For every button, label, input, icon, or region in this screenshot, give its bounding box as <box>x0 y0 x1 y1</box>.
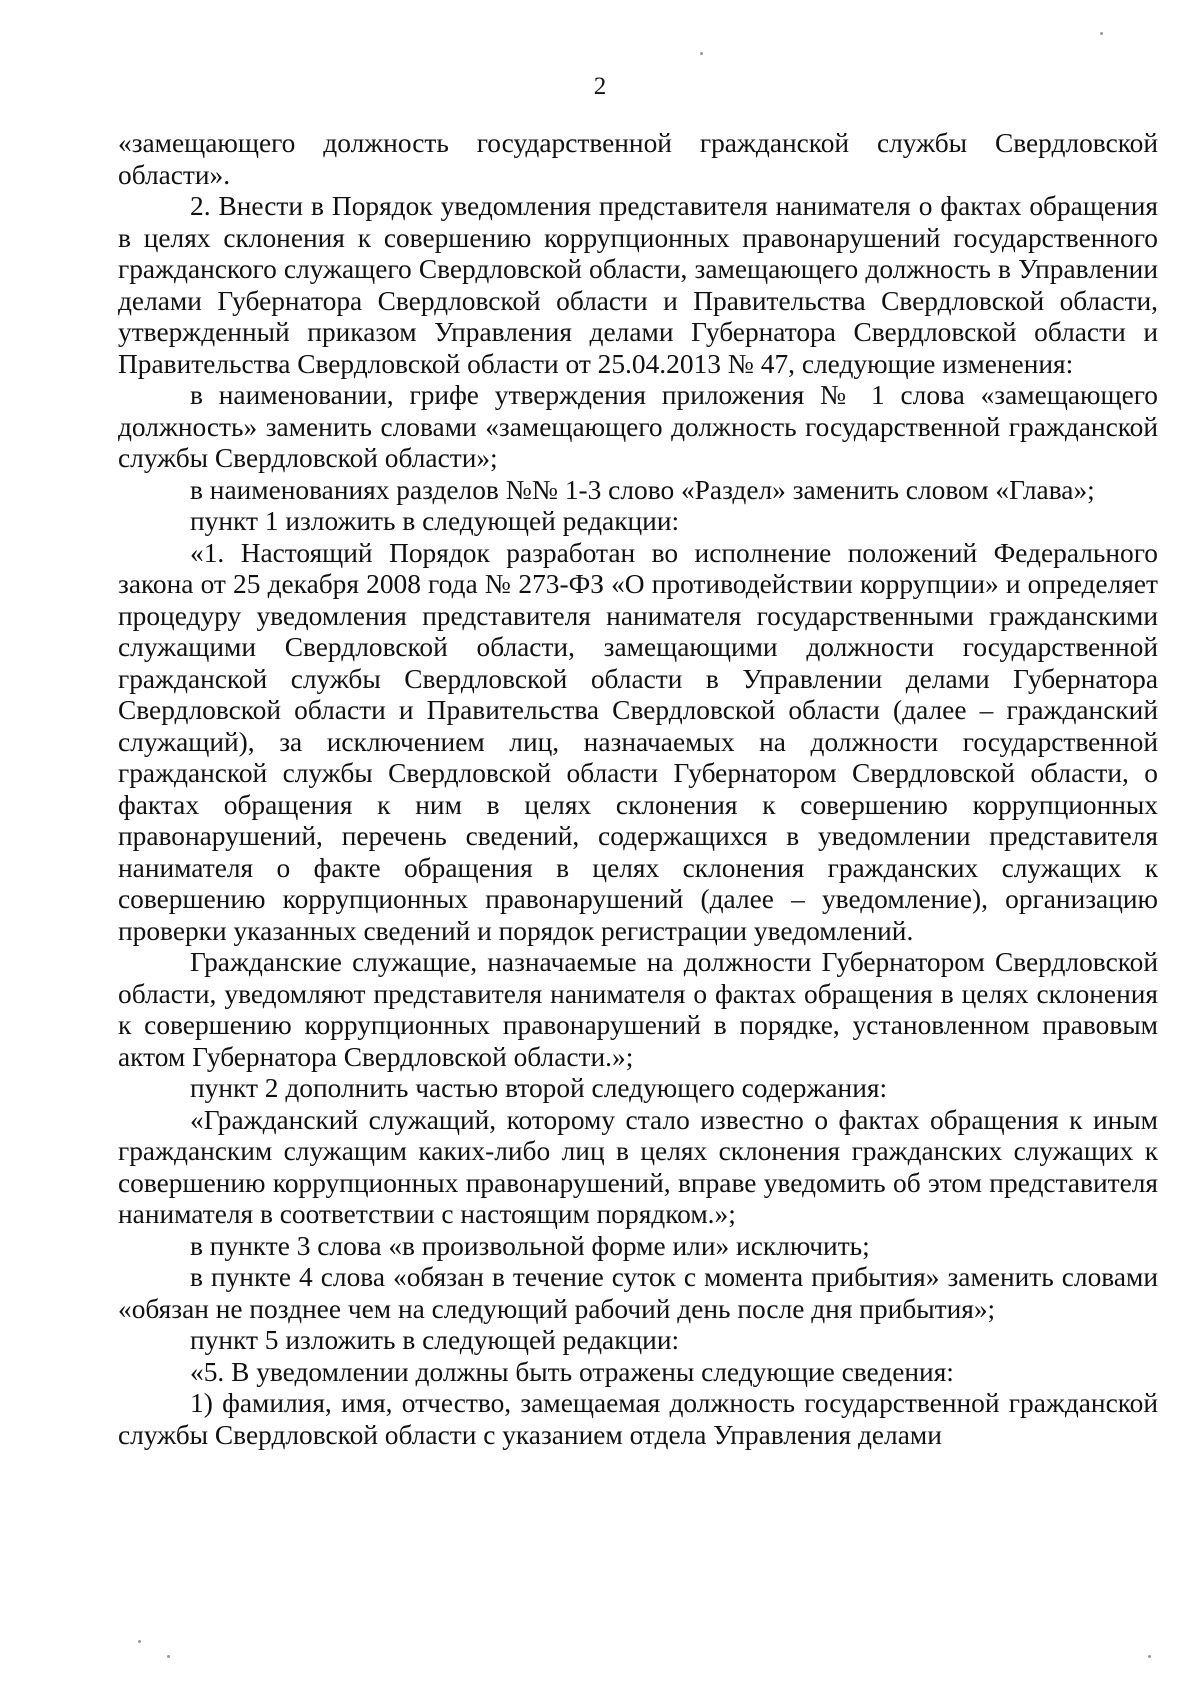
scan-speck <box>167 1655 170 1658</box>
paragraph-point-3: в пункте 3 слова «в произвольной форме или» исключить; <box>190 1230 870 1261</box>
paragraph-amendment-sections: в наименованиях разделов №№ 1-3 слово «Раздел» заменить словом «Глава»; <box>190 474 1095 505</box>
paragraph-point-1-part-2: Гражданские служащие, назначаемые на должности Губернатором Свердловской области, уведомляют представителя нанимателя о фактах обращения в целях склонения к совершению коррупционных правонарушений в порядке, установленном правовым актом Губернатора Свердловской области.»; <box>118 947 1158 1072</box>
paragraph-point-2-intro: пункт 2 дополнить частью второй следующего содержания: <box>190 1073 888 1103</box>
scan-speck <box>700 52 703 55</box>
paragraph-point-1-intro: пункт 1 изложить в следующей редакции: <box>190 506 680 536</box>
paragraph-point-5-text: «5. В уведомлении должны быть отражены следующие сведения: <box>190 1356 954 1387</box>
scan-speck <box>1148 1655 1151 1658</box>
paragraph-continuation: «замещающего должность государственной гражданской службы Свердловской области». <box>118 128 1158 190</box>
paragraph-point-5-intro: пункт 5 изложить в следующей редакции: <box>190 1325 680 1355</box>
paragraph-point-1-text: «1. Настоящий Порядок разработан во исполнение положений Федерального закона от 25 декабря 2008 года № 273-ФЗ «О противодействии коррупции» и определяет процедуру уведомления представителя нанимателя государственными гражданскими служащими Свердловской области, замещающими должности государственной гражданской службы Свердловской области в Управлении делами Губернатора Свердловской области и Правительства Свердловской области (далее – гражданский служащий), за исключением лиц, назначаемых на должности государственной гражданской службы Свердловской области Губернатором Свердловской области, о фактах обращения к ним в целях склонения к совершению коррупционных правонарушений, перечень сведений, содержащихся в уведомлении представителя нанимателя о факте обращения в целях склонения гражданских служащих к совершению коррупционных правонарушений (далее – уведомление), организацию проверки указанных сведений и порядок регистрации уведомлений. <box>118 537 1158 946</box>
scan-speck <box>138 1640 141 1643</box>
paragraph-item-2: 2. Внести в Порядок уведомления представителя нанимателя о фактах обращения в целях склонения к совершению коррупционных правонарушений государственного гражданского служащего Свердловской области, замещающего должность в Управлении делами Губернатора Свердловской области и Правительства Свердловской области, утвержденный приказом Управления делами Губернатора Свердловской области и Правительства Свердловской области от 25.04.2013 № 47, следующие изменения: <box>118 191 1158 379</box>
paragraph-point-2-text: «Гражданский служащий, которому стало известно о фактах обращения к иным гражданским служащим каких-либо лиц в целях склонения гражданских служащих к совершению коррупционных правонарушений, вправе уведомить об этом представителя нанимателя в соответствии с настоящим порядком.»; <box>118 1104 1158 1229</box>
paragraph-amendment-naming: в наименовании, грифе утверждения приложения № 1 слова «замещающего должность» заменить словами «замещающего должность государственной гражданской службы Свердловской области»; <box>118 380 1158 473</box>
scan-speck <box>1100 32 1103 35</box>
paragraph-point-5-item-1: 1) фамилия, имя, отчество, замещаемая должность государственной гражданской службы Свердловской области с указанием отдела Управления делами <box>118 1388 1158 1450</box>
page-number: 2 <box>593 73 607 100</box>
paragraph-point-4: в пункте 4 слова «обязан в течение суток с момента прибытия» заменить словами «обязан не позднее чем на следующий рабочий день после дня прибытия»; <box>118 1262 1158 1324</box>
document-body <box>118 128 1158 1451</box>
